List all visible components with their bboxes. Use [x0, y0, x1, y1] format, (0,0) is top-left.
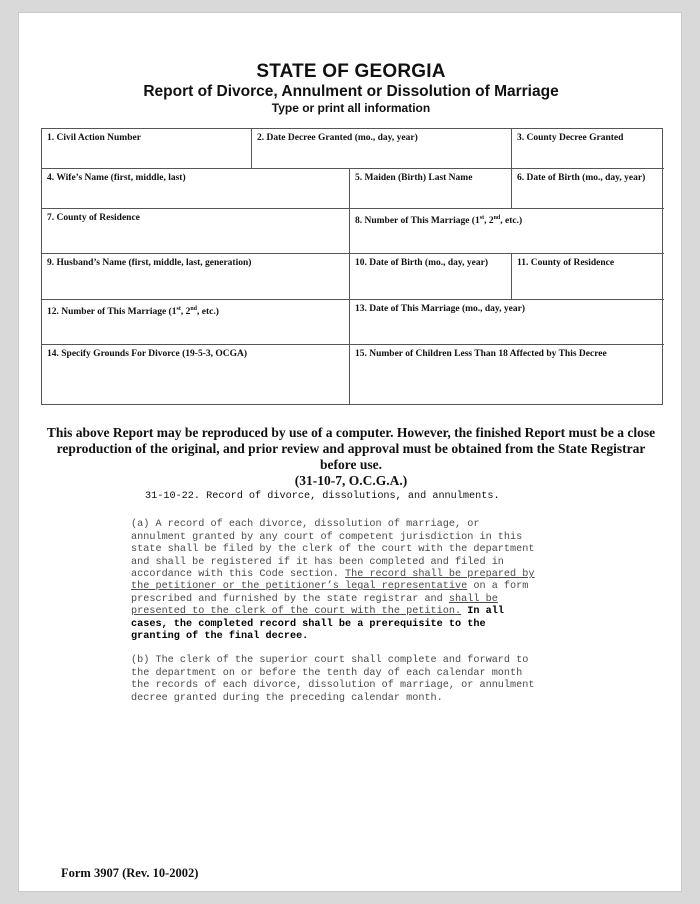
field-label: 7. County of Residence	[47, 213, 140, 223]
field-grounds-for-divorce[interactable]	[42, 345, 350, 404]
instruction-text: Type or print all information	[271, 101, 431, 115]
field-wife-number-of-marriage[interactable]	[350, 209, 664, 254]
field-label: 13. Date of This Marriage (mo., day, year)	[355, 304, 526, 314]
field-date-of-marriage[interactable]	[350, 300, 664, 345]
field-maiden-name[interactable]	[350, 169, 512, 209]
reproduction-notice: This above Report may be reproduced by use of a computer. However, the finished Report must be a close reproduction of the original, and prior review and approval must be obtained from the State Registrar before use. (31-10-7, O.C.G.A.)	[46, 425, 656, 488]
field-husband-date-of-birth[interactable]	[350, 254, 512, 300]
field-county-decree-granted[interactable]	[512, 129, 664, 169]
field-label: 12. Number of This Marriage (1st, 2nd, etc.)	[47, 306, 219, 318]
field-label: 5. Maiden (Birth) Last Name	[355, 173, 473, 183]
field-civil-action-number[interactable]	[42, 129, 252, 169]
field-label: 6. Date of Birth (mo., day, year)	[517, 173, 646, 183]
field-label: 14. Specify Grounds For Divorce (19-5-3, OCGA)	[47, 349, 248, 359]
statute-paragraph-b: (b) The clerk of the superior court shall complete and forward to the department on or before the tenth day of each calendar month the records of each divorce, dissolution of marriage, or annulment decree granted during the preceding calendar month.	[131, 655, 535, 704]
field-label: 1. Civil Action Number	[47, 133, 141, 143]
statute-excerpt	[131, 491, 581, 705]
field-number-of-children[interactable]	[350, 345, 664, 404]
field-wife-date-of-birth[interactable]	[512, 169, 664, 209]
field-wife-name[interactable]	[42, 169, 350, 209]
statute-paragraph-a: (a) A record of each divorce, dissolution of marriage, or annulment granted by any court of competent jurisdiction in this state shall be filed by the clerk of the court with the department and shall be registered if it has been completed and filed in accordance with this Code section. The record shall be prepared by the petitioner or the petitioner’s legal representative on a form prescribed and furnished by the state registrar and shall be presented to the clerk of the court with the petition. In all cases, the completed record shall be a prerequisite to the granting of the final decree.	[131, 519, 535, 643]
field-wife-county-of-residence[interactable]	[42, 209, 350, 254]
report-form-grid	[41, 128, 663, 405]
form-number: Form 3907 (Rev. 10-2002)	[61, 866, 199, 880]
field-label: 8. Number of This Marriage (1st, 2nd, etc.)	[355, 215, 523, 227]
form-page	[18, 12, 682, 892]
field-label: 11. County of Residence	[517, 258, 615, 268]
field-husband-name[interactable]	[42, 254, 350, 300]
report-title: Report of Divorce, Annulment or Dissolution of Marriage	[143, 83, 559, 100]
statute-heading: 31-10-22. Record of divorce, dissolutions, and annulments.	[145, 491, 500, 502]
field-label: 15. Number of Children Less Than 18 Affected by This Decree	[355, 349, 607, 359]
field-husband-county-of-residence[interactable]	[512, 254, 664, 300]
field-label: 3. County Decree Granted	[517, 133, 624, 143]
field-date-decree-granted[interactable]	[252, 129, 512, 169]
state-title: STATE OF GEORGIA	[256, 61, 446, 82]
field-label: 10. Date of Birth (mo., day, year)	[355, 258, 488, 268]
field-label: 4. Wife’s Name (first, middle, last)	[47, 173, 186, 183]
field-label: 2. Date Decree Granted (mo., day, year)	[257, 133, 418, 143]
field-label: 9. Husband’s Name (first, middle, last, generation)	[47, 258, 252, 268]
field-husband-number-of-marriage[interactable]	[42, 300, 350, 345]
